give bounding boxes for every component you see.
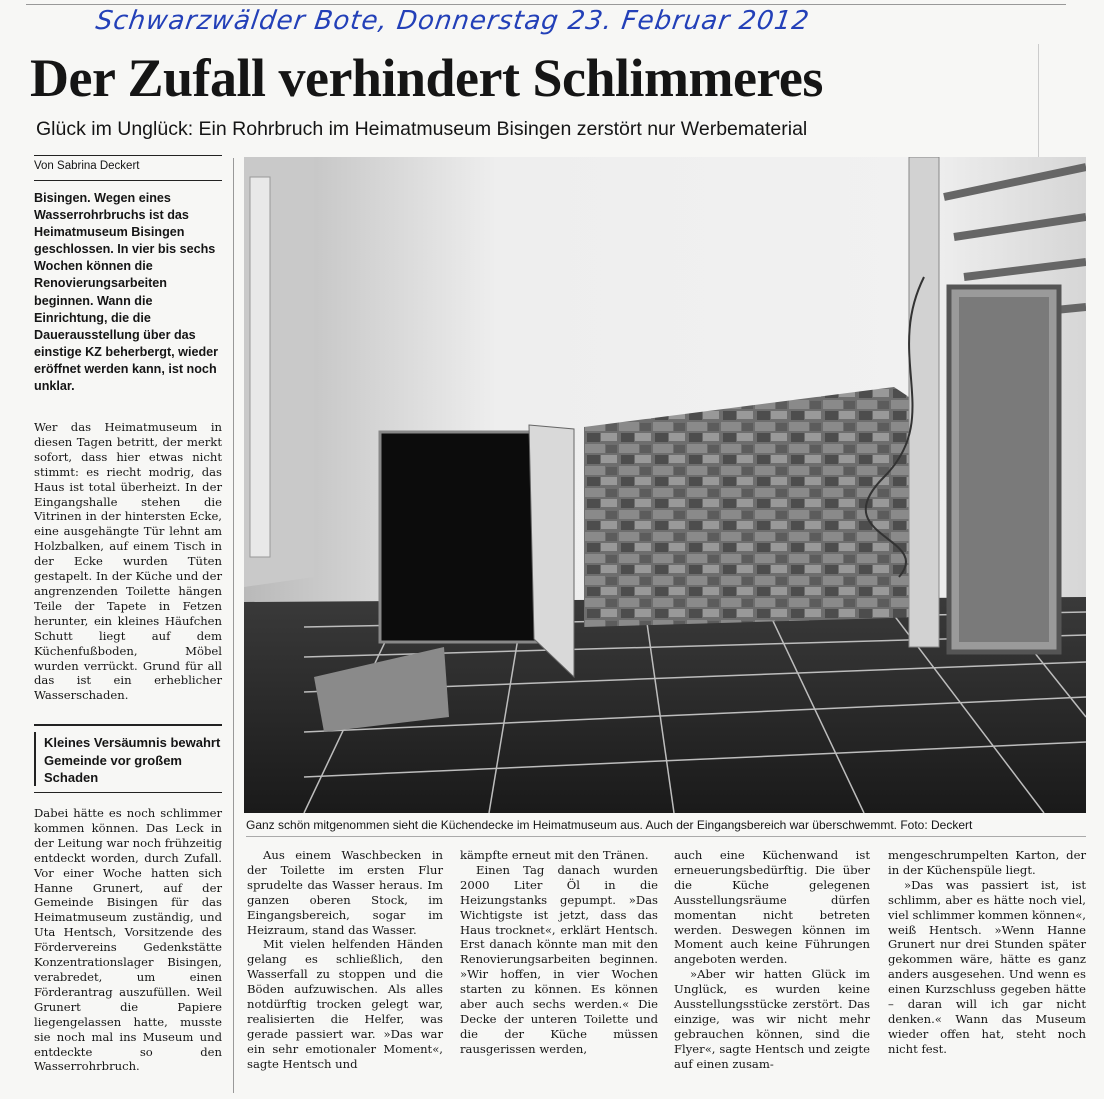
paragraph: mengeschrumpelten Karton, der in der Küchenspüle liegt. (888, 848, 1086, 877)
paragraph: auch eine Küchenwand ist erneuerungsbedürftig. Die über die Küche gelegenen Ausstellungsräume dürfen momentan nicht betreten werden. Deswegen können im Moment auch keine Führungen angeboten werden. (674, 848, 870, 967)
paragraph: Wer das Heimatmuseum in diesen Tagen betritt, der merkt sofort, dass hier etwas nicht stimmt: es riecht modrig, das Haus ist total überheizt. In der Eingangshalle stehen die Vitrinen in der hintersten Ecke, eine ausgehängte Tür lehnt am Holzbalken, auf einem Tisch in der Ecke wurden Tüten gestapelt. In der Küche und der angrenzenden Toilette hängen Teile der Tapete in Fetzen herunter, ein kleines Häufchen Schutt liegt auf dem Küchenfußboden, Möbel wurden verrückt. Grund für all das ist ein erheblicher Wasserschaden. (34, 420, 222, 703)
paragraph: kämpfte erneut mit den Tränen. (460, 848, 649, 862)
author-rule (34, 155, 222, 156)
lead-paragraph: Bisingen. Wegen eines Wasserrohrbruchs ist das Heimatmuseum Bisingen geschlossen. In vier bis sechs Wochen können die Renovierungsarbeiten beginnen. Wann die Einrichtung, die die Dauerausstellung über das einstige KZ beherbergt, wieder eröffnet werden kann, ist noch unklar. (34, 191, 219, 394)
headline: Der Zufall verhindert Schlimmeres (30, 48, 823, 108)
paragraph: »Das was passiert ist, ist schlimm, aber es hätte noch viel, viel schlimmer kommen können«, weiß Hentsch. »Wenn Hanne Grunert nur drei Stunden später gekommen wäre, hätte es ganz anders ausgesehen. Und wenn es einen Kurzschluss gegeben hätte – daran will ich gar nicht denken.« Wann das Museum wieder offen hat, steht noch nicht fest. (888, 877, 1086, 1056)
column-1b-text (34, 806, 222, 1074)
intertitle: Kleines Versäumnis bewahrt Gemeinde vor großem Schaden (44, 735, 221, 785)
lead-rule (34, 180, 222, 181)
paragraph: Aus einem Waschbecken in der Toilette im ersten Flur sprudelte das Wasser heraus. Im ganzen oberen Stock, im Eingangsbereich, sogar im Heizraum, stand das Wasser. (247, 848, 443, 937)
wooden-beam (909, 157, 939, 647)
paragraph: Mit vielen helfenden Händen gelang es schließlich, den Wasserfall zu stoppen und die Böden aufzuwischen. Als alles notdürftig trocken gelegt war, realisierten die Helfer, was gerade passiert war. »Das war ein sehr emotionaler Moment«, sagte Hentsch und (247, 937, 443, 1071)
author-line: Von Sabrina Deckert (34, 160, 140, 172)
handwritten-date-note: Schwarzwälder Bote, Donnerstag 23. Februar 2012 (93, 6, 812, 36)
paragraph: Dabei hätte es noch schlimmer kommen können. Das Leck in der Leitung war noch frühzeitig entdeckt worden, durch Zufall. Vor einer Woche hatten sich Hanne Grunert, auf der Gemeinde Bisingen für das Heimatmuseum zuständig, und Uta Hentsch, Vorsitzende des Fördervereins Gedenkstätte Konzentrationslager Bisingen, verabredet, um einen Förderantrag auszufüllen. Weil Grunert die Papiere liegengelassen hatte, musste sie noch mal ins Museum und entdeckte so den Wasserrohrbruch. (34, 806, 222, 1074)
photo-caption: Ganz schön mitgenommen sieht die Küchendecke im Heimatmuseum aus. Auch der Eingangsbereich war überschwemmt. Foto: Deckert (246, 818, 973, 832)
column-divider (233, 158, 234, 1093)
column-5-text (888, 848, 1086, 1057)
intertitle-rule-top (34, 724, 222, 726)
paragraph: Einen Tag danach wurden 2000 Liter Öl in die Heizungstanks gepumpt. »Das Wichtigste ist jetzt, dass das Haus trocknet«, erklärt Hentsch. Erst danach könnte man mit den Renovierungsarbeiten beginnen. »Wir hoffen, in vier Wochen starten zu können. Es können aber auch sechs werden.« Die Decke der unteren Toilette und die der Küche müssen rausgerissen werden, (460, 862, 658, 1056)
exposed-stone-wall (584, 387, 924, 627)
wall-panel (250, 177, 270, 557)
column-1-text (34, 420, 222, 703)
dark-doorway (380, 432, 540, 642)
column-2-text (247, 848, 443, 1072)
caption-rule (246, 836, 1086, 837)
top-rule (26, 4, 1066, 5)
paragraph: »Aber wir hatten Glück im Unglück, es wurden keine Ausstellungsstücke zerstört. Das einzige, was wir nicht mehr gebrauchen können, sind die Flyer«, sagte Hentsch und zeigte auf einen zusam- (674, 967, 870, 1071)
open-door (529, 425, 574, 677)
column-3-text (460, 848, 658, 1057)
photo-damaged-kitchen (244, 157, 1086, 813)
bleed-through-left (0, 60, 24, 170)
intertitle-rule-bottom (34, 792, 222, 793)
subheadline: Glück im Unglück: Ein Rohrbruch im Heimatmuseum Bisingen zerstört nur Werbematerial (36, 118, 808, 140)
column-4-text (674, 848, 870, 1072)
